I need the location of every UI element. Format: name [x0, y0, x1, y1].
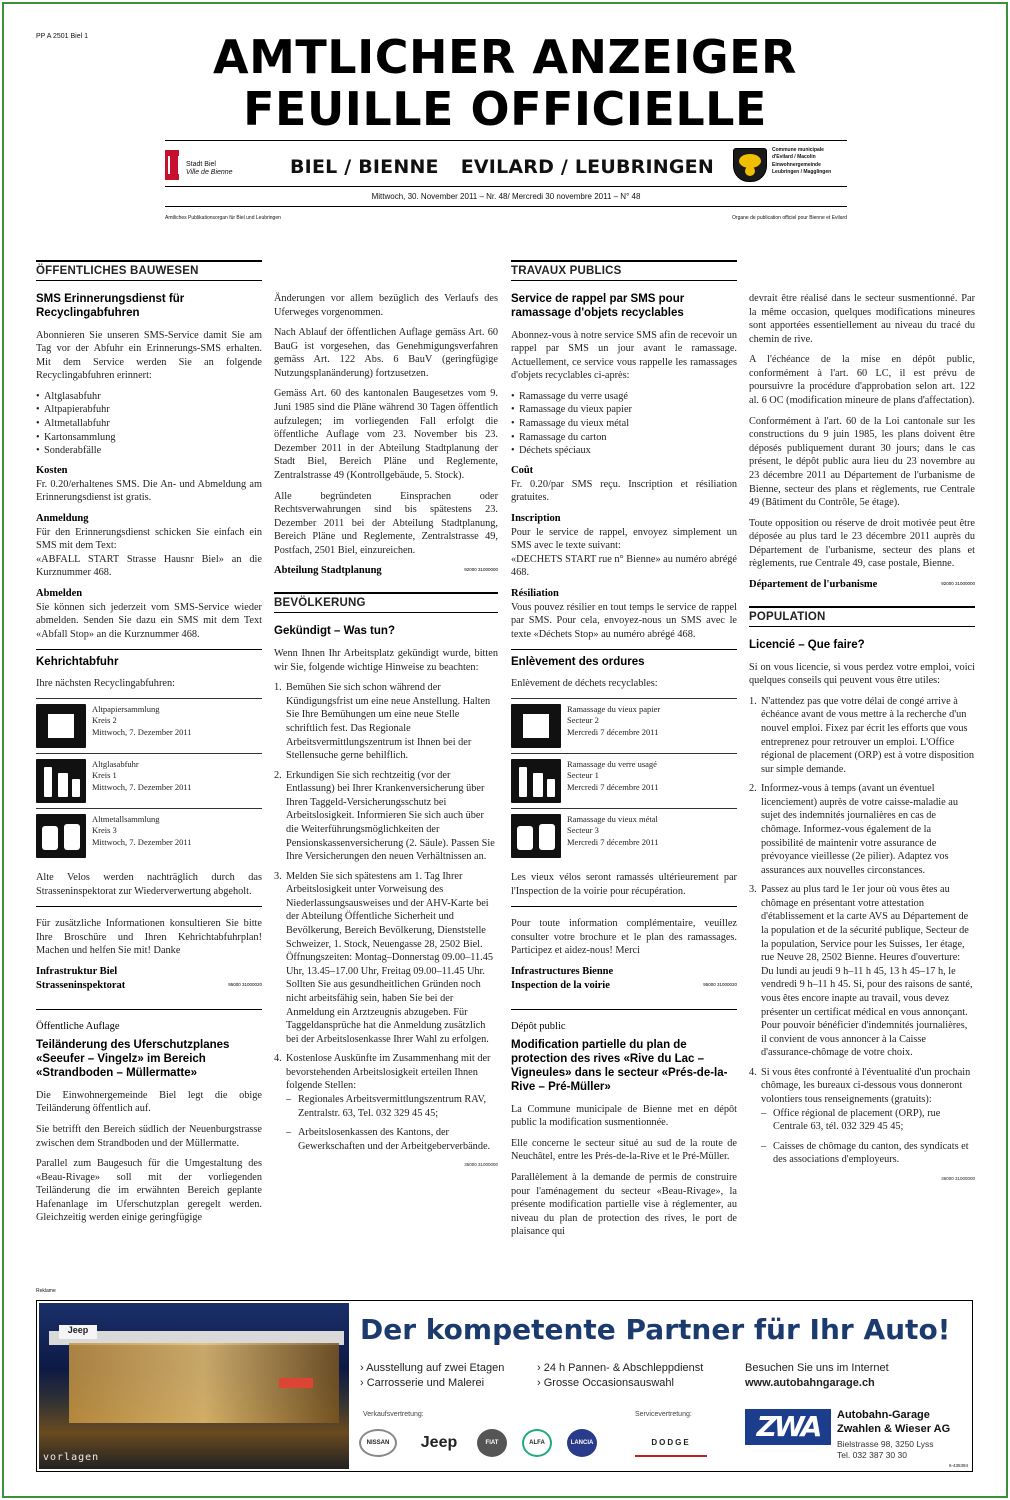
company-address: Bielstrasse 98, 3250 Lyss Tel. 032 387 30 30: [837, 1439, 934, 1461]
signature: Strasseninspektorat 95000 31000020: [36, 979, 262, 991]
glass-bottles-icon: [511, 759, 561, 803]
pickup-item: Altmetallsammlung Kreis 3 Mittwoch, 7. Dezember 2011: [36, 808, 262, 863]
pickup-item: Altpapiersammlung Kreis 2 Mittwoch, 7. Dezember 2011: [36, 698, 262, 753]
publication-note-fr: Organe de publication officiel pour Bienne et Evilard: [732, 215, 847, 221]
pickup-item: Ramassage du vieux papier Secteur 2 Mercredi 7 décembre 2011: [511, 698, 737, 753]
divider: [165, 186, 847, 187]
metal-cans-icon: [511, 814, 561, 858]
article-title: Service de rappel par SMS pour ramassage d'objets recyclables: [511, 293, 685, 319]
advertisement[interactable]: Jeep vorlagen Der kompetente Partner für Ihr Auto! › Ausstellung auf zwei Etagen › Carrosserie und Malerei › 24 h Pannen- & Abschleppdienst › Grosse Occasionsauswahl Besuchen Sie uns im Internet www.autobahngarage.ch Verkaufsvertretung: Servicevertretung: NISSAN Jeep FIAT ALFA LANCIA DODGE ZWA Autobahn-Garage Zwahlen & Wieser AG Bielstrasse 98, 3250 Lyss Tel. 032 387 30 30 6-435394: [36, 1300, 973, 1472]
publication-note-de: Amtliches Publikationsorgan für Biel und Leubringen: [165, 215, 281, 221]
signature: Département de l'urbanisme 92000 31000000: [749, 578, 975, 590]
section-heading: POPULATION: [749, 606, 975, 627]
evilard-coat-of-arms-icon: [733, 148, 767, 182]
pickup-item: Ramassage du vieux métal Secteur 3 Mercredi 7 décembre 2011: [511, 808, 737, 863]
ad-label: Reklame: [36, 1288, 56, 1294]
commune-label: Commune municipale d'Evilard / Macolin Einwohnergemeinde Leubringen / Magglingen: [772, 147, 832, 175]
signature: Infrastructures Bienne: [511, 965, 614, 977]
column-3: TRAVAUX PUBLICS Service de rappel par SMS pour ramassage d'objets recyclables Abonnez-vous à notre service SMS afin de recevoir un rappel par SMS un jour avant le ramassage. Actuellement, ce service vous rappelle les ramassages d'objets recyclables ci-après: • Ramassage du verre usagé • Ramassage du vieux papier • Ramassage du vieux métal • Ramassage du carton • Déchets spéciaux Coût Fr. 0.20/par SMS reçu. Inscription et résiliation gratuites. Inscription Pour le service de rappel, envoyez simplement un SMS avec le texte suivant: «DECHETS START rue n° Bienne» au numéro abrégé 468. Résiliation Vous pouvez résilier en tout temps le service de rappel par SMS. Pour cela, envoyez-nous un SMS avec le texte «Déchets Stop» au numéro abrégé 468. Enlèvement des ordures Enlèvement de déchets recyclables: Ramassage du vieux papier Secteur 2 Mercredi 7 décembre 2011 Ramassage du verre usagé Secteur 1 Mercredi 7 décembre 2011 Ramassage du vieux métal Secteur 3 Mercredi 7 décembre 2011 Les vieux vélos seront ramassés ultérieurement par l'Inspection de la voirie pour récupération. Pour toute information complémentaire, veuillez consulter votre brochure et le plan des ramassages. Participez et aidez-nous! Merci Infrastructures Bienne Inspection de la voirie 95000 31000020 Dépôt public Modification partielle du plan de protection des rives «Rive du Lac – Vigneules» dans le secteur «Prés-de-la-Rive – Pré-Müller» La Commune municipale de Bienne met en dépôt public la modification susmentionnée. Elle concerne le secteur situé au sud de la route de Neuchâtel, entre les Prés-de-la-Rive et le Pré-Müller. Parallèlement à la demande de permis de construire pour l'aménagement du secteur «Beau-Rivage», la présente modification partielle vise à réglementer, au niveau du plan de protection des rives, le port de plaisance qui: [511, 260, 737, 1285]
glass-bottles-icon: [36, 759, 86, 803]
fiat-logo-icon: FIAT: [477, 1429, 507, 1457]
signature: Abteilung Stadtplanung 92000 31000000: [274, 565, 498, 577]
biel-coat-of-arms-icon: [165, 150, 179, 180]
biel-label: Stadt Biel Ville de Bienne: [186, 161, 233, 177]
signature: Inspection de la voirie 95000 31000020: [511, 979, 737, 991]
watermark: vorlagen: [43, 1452, 100, 1463]
lancia-logo-icon: LANCIA: [567, 1429, 597, 1457]
paper-stack-icon: [36, 704, 86, 748]
article-title: Modification partielle du plan de protection des rives «Rive du Lac – Vigneules» dans le secteur «Prés-de-la-Rive – Pré-Müller»: [511, 1039, 728, 1093]
section-heading: ÖFFENTLICHES BAUWESEN: [36, 260, 262, 281]
article-title: Kehrichtabfuhr: [36, 649, 262, 670]
column-4: devrait être réalisé dans le secteur susmentionné. Par la même occasion, quelques modifications mineures sont apportées essentiellement au niveau du tracé du chemin de rive. A l'échéance de la mise en dépôt public, conformément à l'art. 60 LC, il est prévu de poursuivre la procédure d'approbation selon art. 122 al. 6 OC (modification mineure de plans d'affectation). Conformément à l'art. 60 de la Loi cantonale sur les constructions du 9 juin 1985, les plans doivent être déposés publiquement durant 30 jours; dans le cas présent, le dépôt public aura lieu du 23 novembre au 23 décembre 2011 au Département de l'urbanisme de Bienne, secteur des plans et règlements, rue Centrale 49 (Bâtiment du Contrôle, 5e étage). Toute opposition ou réserve de droit motivée peut être déposée au plus tard le 23 décembre 2011 auprès du Département de l'urbanisme, secteur des plans et règlements, rue Centrale 49, case postale, Bienne. Département de l'urbanisme 92000 31000000 POPULATION Licencié – Que faire? Si on vous licencie, si vous perdez votre emploi, voici quelques conseils qui peuvent vous être utiles: 1. N'attendez pas que votre délai de congé arrive à échéance avant de vous mettre à la recherche d'un nouvel emploi. Fixez par écrit les efforts que vous entreprenez pour retrouver un emploi. L'Office régional de placement (ORP) est à votre disposition sur simple demande. 2. Informez-vous à temps (avant un éventuel licenciement) auprès de votre caisse-maladie au sujet des indemnités journalières en cas de chômage. Informez-vous également de la possibilité de maintenir votre assurance de prévoyance vieillesse (2e pilier). Adaptez vos assurances aux nouvelles circonstances. 3. Passez au plus tard le 1er jour où vous êtes au chômage en présentant votre attestation d'établissement et la carte AVS au Département de la population et de la sécurité publique, Secteur de la population, Service pour les Suisses, 1er étage, rue Neuve 28, 2502 Bienne. Heures d'ouverture: Du lundi au jeudi 9 h–11 h 45, 13 h 45–17 h, le vendredi 9 h–11 h 45. Si, pour des raisons de santé, vous êtes encore inapte au travail, vous devez présenter un certificat médical en vous annonçant. Pour pouvoir bénéficier d'indemnités journalières, il convient de vous annoncer à la Caisse d'assurance-chômage de votre choix. 4. Si vous êtes confronté à l'éventualité d'un prochain chômage, les bureaux ci-dessous vous donneront volontiers tous renseignements (gratuits): – Office régional de placement (ORP), rue Centrale 63, tél. 032 329 45 45; – Caisses de chômage du canton, des syndicats et des associations d'employeurs. 36000 31000000: [749, 260, 975, 1285]
advice-list: 1. N'attendez pas que votre délai de congé arrive à échéance avant de vous mettre à la recherche d'un nouvel emploi. Fixez par écrit les efforts que vous entreprenez pour retrouver un emploi. L'Office régional de placement (ORP) est à votre disposition sur simple demande. 2. Informez-vous à temps (avant un éventuel licenciement) auprès de votre caisse-maladie au sujet des indemnités journalières en cas de chômage. Informez-vous également de la possibilité de maintenir votre assurance de prévoyance vieillesse (2e pilier). Adaptez vos assurances aux nouvelles circonstances. 3. Passez au plus tard le 1er jour où vous êtes au chômage en présentant votre attestation d'établissement et la carte AVS au Département de la population et de la sécurité publique, Secteur de la population, Service pour les Suisses, 1er étage, rue Neuve 28, 2502 Bienne. Heures d'ouverture: Du lundi au jeudi 9 h–11 h 45, 13 h 45–17 h, le vendredi 9 h–11 h 45. Si, pour des raisons de santé, vous êtes encore inapte au travail, vous devez présenter un certificat médical en vous annonçant. Pour pouvoir bénéficier d'indemnités journalières, il convient de vous annoncer à la Caisse d'assurance-chômage de votre choix. 4. Si vous êtes confronté à l'éventualité d'un prochain chômage, les bureaux ci-dessous vous donneront volontiers tous renseignements (gratuits): – Office régional de placement (ORP), rue Centrale 63, tél. 032 329 45 45; – Caisses de chômage du canton, des syndicats et des associations d'employeurs.: [749, 695, 975, 1167]
section-heading: BEVÖLKERUNG: [274, 592, 498, 613]
company-name: Autobahn-Garage Zwahlen & Wieser AG: [837, 1409, 951, 1435]
dodge-logo-icon: DODGE: [635, 1429, 707, 1457]
article-title: Teiländerung des Uferschutzplanes «Seeufer – Vingelz» im Bereich «Strandboden – Müllermatte»: [36, 1039, 230, 1080]
city-names: BIEL / BIENNE EVILARD / LEUBRINGEN: [290, 156, 714, 178]
nissan-logo-icon: NISSAN: [359, 1429, 397, 1457]
postal-code: PP A 2501 Biel 1: [36, 33, 89, 40]
metal-cans-icon: [36, 814, 86, 858]
ad-headline: Der kompetente Partner für Ihr Auto!: [360, 1313, 951, 1346]
column-2: Änderungen vor allem bezüglich des Verlaufs des Uferweges vorgenommen. Nach Ablauf der öffentlichen Auflage gemäss Art. 60 BauG ist vorgesehen, das Genehmigungsverfahren gemäss Art. 122 Abs. 6 BauV (geringfügige Nutzungsplanänderung) fortzusetzen. Gemäss Art. 60 des kantonalen Baugesetzes vom 9. Juni 1985 sind die Pläne während 30 Tagen öffentlich aufzulegen; im vorliegenden Fall erfolgt die öffentliche Auflage vom 23. November bis 23. Dezember 2011 in der Abteilung Stadtplanung der Stadt Biel, Bereich Pläne und Reglemente, Zentralstrasse 49 (Kontrollgebäude, 5. Stock). Alle begründeten Einsprachen oder Rechtsverwahrungen sind bis spätestens 23. Dezember 2011 bei der Abteilung Stadtplanung, Bereich Pläne und Reglemente, Zentralstrasse 49, Postfach, 2501 Biel, einzureichen. Abteilung Stadtplanung 92000 31000000 BEVÖLKERUNG Gekündigt – Was tun? Wenn Ihnen Ihr Arbeitsplatz gekündigt wurde, bitten wir Sie, folgende wichtige Hinweise zu beachten: 1. Bemühen Sie sich schon während der Kündigungsfrist um eine neue Anstellung. Halten Sie Ihre Bemühungen um eine neue Stelle schriftlich fest. Das Regionale Arbeitsvermittlungszentrum ist Ihnen bei der Stellensuche gerne behilflich. 2. Erkundigen Sie sich rechtzeitig (vor der Entlassung) bei Ihrer Krankenversicherung über Ihren Taggeld-Versicherungsschutz bei Arbeitslosigkeit. Informieren Sie sich auch über die Weiterführungsmöglichkeiten der Pensionskassenversicherung (2. Säule). Passen Sie Ihre Versicherungen den neuen Verhältnissen an. 3. Melden Sie sich spätestens am 1. Tag Ihrer Arbeitslosigkeit unter Vorweisung des Niederlassungsausweises und der AHV-Karte bei der Abteilung Öffentliche Sicherheit und Bevölkerung, Bereich Bevölkerung, Dienststelle Schweizer, 1. Stock, Neuengasse 28, 2502 Biel. Öffnungszeiten: Montag–Donnerstag 09.00–11.45 Uhr, 13.45–17.00 Uhr, Freitag 09.00–11.45 Uhr. Sollten Sie aus gesundheitlichen Gründen noch nicht arbeitsfähig sein, haben Sie bei der Anmeldung ein Arztzeugnis abzugeben. Für Taggeldansprüche hat die Anmeldung zusätzlich bei der Arbeitslosenkasse Ihrer Wahl zu erfolgen. 4. Kostenlose Auskünfte im Zusammenhang mit der bevorstehenden Arbeitslosigkeit erteilen Ihnen folgende Stellen: – Regionales Arbeitsvermittlungszentrum RAV, Zentralstr. 63, Tel. 032 329 45 45; – Arbeitslosenkassen des Kantons, der Gewerkschaften und der Arbeitgeberverbände. 36000 31000000: [274, 260, 498, 1285]
pickup-item: Ramassage du verre usagé Secteur 1 Mercredi 7 décembre 2011: [511, 753, 737, 808]
divider: [165, 140, 847, 141]
website-link[interactable]: www.autobahngarage.ch: [745, 1377, 875, 1390]
divider: [165, 206, 847, 207]
jeep-logo-icon: Jeep: [420, 1434, 458, 1451]
zwa-logo-icon: ZWA: [745, 1409, 831, 1445]
recycling-list: • Altglasabfuhr • Altpapierabfuhr • Altmetallabfuhr • Kartonsammlung • Sonderabfälle: [36, 390, 262, 458]
alfa-romeo-logo-icon: ALFA: [522, 1429, 552, 1457]
article-title: Enlèvement des ordures: [511, 649, 737, 670]
column-1: ÖFFENTLICHES BAUWESEN SMS Erinnerungsdienst für Recyclingabfuhren Abonnieren Sie unseren SMS-Service damit Sie am Tag vor der Abfuhr ein Erinnerungs-SMS erhalten. Mit dem Service werden Sie an folgende Recyclingabfuhren erinnert: • Altglasabfuhr • Altpapierabfuhr • Altmetallabfuhr • Kartonsammlung • Sonderabfälle Kosten Fr. 0.20/erhaltenes SMS. Die An- und Abmeldung am Erinnerungsdienst ist gratis. Anmeldung Für den Erinnerungsdienst schicken Sie einfach ein SMS mit dem Text: «ABFALL START Strasse Hausnr Biel» an die Kurznummer 468. Abmelden Sie können sich jederzeit vom SMS-Service wieder abmelden. Senden Sie dazu ein SMS mit dem Text «Abfall Stop» an die Kurznummer 468. Kehrichtabfuhr Ihre nächsten Recyclingabfuhren: Altpapiersammlung Kreis 2 Mittwoch, 7. Dezember 2011 Altglasabfuhr Kreis 1 Mittwoch, 7. Dezember 2011 Altmetallsammlung Kreis 3 Mittwoch, 7. Dezember 2011 Alte Velos werden nachträglich durch das Strasseninspektorat zur Wiederverwertung abgeholt. Für zusätzliche Informationen konsultieren Sie bitte Ihre Broschüre und Ihren Kehrichtabfuhrplan! Machen und helfen Sie mit! Danke Infrastruktur Biel Strasseninspektorat 95000 31000020 Öffentliche Auflage Teiländerung des Uferschutzplanes «Seeufer – Vingelz» im Bereich «Strandboden – Müllermatte» Die Einwohnergemeinde Biel legt die obige Teiländerung öffentlich auf. Sie betrifft den Bereich südlich der Neuenburgstrasse zwischen dem Strandboden und der Müllermatte. Parallel zum Baugesuch für die Umgestaltung des «Beau-Rivage» soll mit der vorliegenden Teiländerung die im erwähnten Bereich geplante Hafenanlage im Uferschutzplan geregelt werden. Gleichzeitig werden einige geringfügige: [36, 260, 262, 1285]
masthead-title-fr: FEUILLE OFFICIELLE: [243, 82, 767, 136]
article-title: Gekündigt – Was tun?: [274, 625, 395, 638]
garage-photo: Jeep vorlagen: [39, 1303, 349, 1469]
masthead-title-de: AMTLICHER ANZEIGER: [213, 30, 797, 84]
advice-list: 1. Bemühen Sie sich schon während der Kündigungsfrist um eine neue Anstellung. Halten Sie Ihre Bemühungen um eine neue Stelle schriftlich fest. Das Regionale Arbeitsvermittlungszentrum ist Ihnen bei der Stellensuche gerne behilflich. 2. Erkundigen Sie sich rechtzeitig (vor der Entlassung) bei Ihrer Krankenversicherung über Ihren Taggeld-Versicherungsschutz bei Arbeitslosigkeit. Informieren Sie sich auch über die Weiterführungsmöglichkeiten der Pensionskassenversicherung (2. Säule). Passen Sie Ihre Versicherungen den neuen Verhältnissen an. 3. Melden Sie sich spätestens am 1. Tag Ihrer Arbeitslosigkeit unter Vorweisung des Niederlassungsausweises und der AHV-Karte bei der Abteilung Öffentliche Sicherheit und Bevölkerung, Bereich Bevölkerung, Dienststelle Schweizer, 1. Stock, Neuengasse 28, 2502 Biel. Öffnungszeiten: Montag–Donnerstag 09.00–11.45 Uhr, 13.45–17.00 Uhr, Freitag 09.00–11.45 Uhr. Sollten Sie aus gesundheitlichen Gründen noch nicht arbeitsfähig sein, haben Sie bei der Anmeldung ein Arztzeugnis abzugeben. Für Taggeldansprüche hat die Anmeldung zusätzlich bei der Arbeitslosenkasse Ihrer Wahl zu erfolgen. 4. Kostenlose Auskünfte im Zusammenhang mit der bevorstehenden Arbeitslosigkeit erteilen Ihnen folgende Stellen: – Regionales Arbeitsvermittlungszentrum RAV, Zentralstr. 63, Tel. 032 329 45 45; – Arbeitslosenkassen des Kantons, der Gewerkschaften und der Arbeitgeberverbände.: [274, 681, 498, 1153]
article-title: Licencié – Que faire?: [749, 638, 865, 651]
signature: Infrastruktur Biel: [36, 965, 118, 977]
issue-date: Mittwoch, 30. November 2011 – Nr. 48/ Mercredi 30 novembre 2011 – N° 48: [371, 192, 641, 201]
pickup-item: Altglasabfuhr Kreis 1 Mittwoch, 7. Dezember 2011: [36, 753, 262, 808]
paper-stack-icon: [511, 704, 561, 748]
section-heading: TRAVAUX PUBLICS: [511, 260, 737, 281]
article-title: SMS Erinnerungsdienst für Recyclingabfuhren: [36, 293, 185, 319]
